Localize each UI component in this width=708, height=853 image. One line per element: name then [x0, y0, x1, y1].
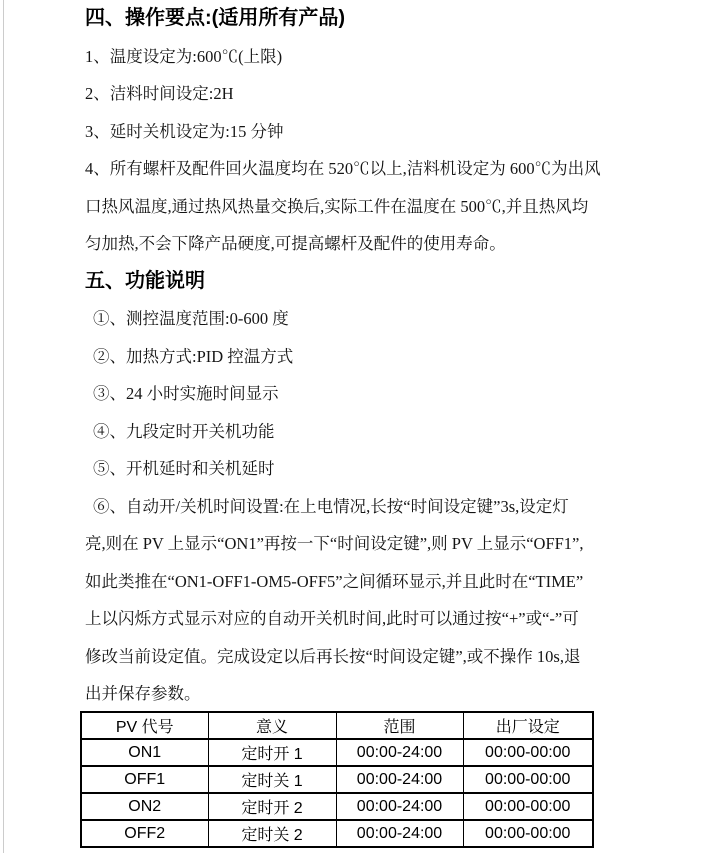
circled-item: ②、加热方式:PID 控温方式	[93, 346, 294, 366]
numbered-item: 1、温度设定为:600℃(上限)	[85, 46, 283, 66]
table-cell-default: 00:00-00:00	[463, 766, 593, 793]
circled-item: ③、24 小时实施时间显示	[93, 384, 279, 403]
paragraph-line: 匀加热,不会下降产品硬度,可提高螺杆及配件的使用寿命。	[85, 234, 506, 253]
table-cell-meaning: 定时关 2	[208, 820, 336, 847]
table-header-cell: 范围	[336, 712, 463, 739]
section5-heading: 五、功能说明	[85, 269, 205, 292]
table-cell-pv-code: OFF2	[81, 820, 208, 847]
table-cell-meaning: 定时关 1	[208, 766, 336, 793]
table-cell-meaning: 定时开 1	[208, 739, 336, 766]
table-row	[81, 766, 593, 793]
table-cell-default: 00:00-00:00	[463, 820, 593, 847]
table-cell-pv-code: ON2	[81, 793, 208, 820]
paragraph-line: 亮,则在 PV 上显示“ON1”再按一下“时间设定键”,则 PV 上显示“OFF1”,	[85, 534, 584, 553]
table-cell-default: 00:00-00:00	[463, 793, 593, 820]
table-cell-range: 00:00-24:00	[336, 793, 463, 820]
paragraph-line: 4、所有螺杆及配件回火温度均在 520℃以上,洁料机设定为 600℃为出风	[85, 159, 601, 178]
section5-item6-paragraph	[85, 488, 630, 713]
paragraph-line: 上以闪烁方式显示对应的自动开关机时间,此时可以通过按“+”或“-”可	[85, 609, 579, 628]
table-header-row	[81, 712, 593, 739]
paragraph-line: 修改当前设定值。完成设定以后再长按“时间设定键”,或不操作 10s,退	[85, 646, 581, 666]
table-cell-range: 00:00-24:00	[336, 820, 463, 847]
numbered-item: 2、洁料时间设定:2H	[85, 84, 234, 103]
table-cell-range: 00:00-24:00	[336, 739, 463, 766]
table-row	[81, 793, 593, 820]
paragraph-line: 口热风温度,通过热风热量交换后,实际工件在温度在 500℃,并且热风均	[85, 196, 589, 216]
table-cell-default: 00:00-00:00	[463, 739, 593, 766]
document-content	[85, 0, 630, 713]
section4-items	[85, 38, 630, 151]
section4-heading: 四、操作要点:(适用所有产品)	[85, 7, 345, 29]
table-body	[81, 739, 593, 847]
section4-paragraph	[85, 150, 630, 263]
paragraph-line: ⑥、自动开/关机时间设置:在上电情况,长按“时间设定键”3s,设定灯	[93, 496, 569, 516]
circled-item: ①、测控温度范围:0-600 度	[93, 309, 289, 328]
paragraph-line: 出并保存参数。	[85, 684, 201, 703]
table-row	[81, 739, 593, 766]
table-cell-pv-code: ON1	[81, 739, 208, 766]
page-edge-line	[3, 0, 4, 853]
table-header-cell: PV 代号	[81, 712, 208, 739]
circled-item: ④、九段定时开关机功能	[93, 421, 275, 441]
paragraph-line: 如此类推在“ON1-OFF1-OM5-OFF5”之间循环显示,并且此时在“TIME”	[85, 571, 584, 591]
table-header-cell: 意义	[208, 712, 336, 739]
circled-item: ⑤、开机延时和关机延时	[93, 459, 275, 478]
pv-parameter-table	[80, 711, 594, 848]
numbered-item: 3、延时关机设定为:15 分钟	[85, 121, 284, 141]
section5-items	[85, 300, 630, 488]
table-cell-pv-code: OFF1	[81, 766, 208, 793]
table-header-cell: 出厂设定	[463, 712, 593, 739]
table-cell-meaning: 定时开 2	[208, 793, 336, 820]
table-cell-range: 00:00-24:00	[336, 766, 463, 793]
table-row	[81, 820, 593, 847]
